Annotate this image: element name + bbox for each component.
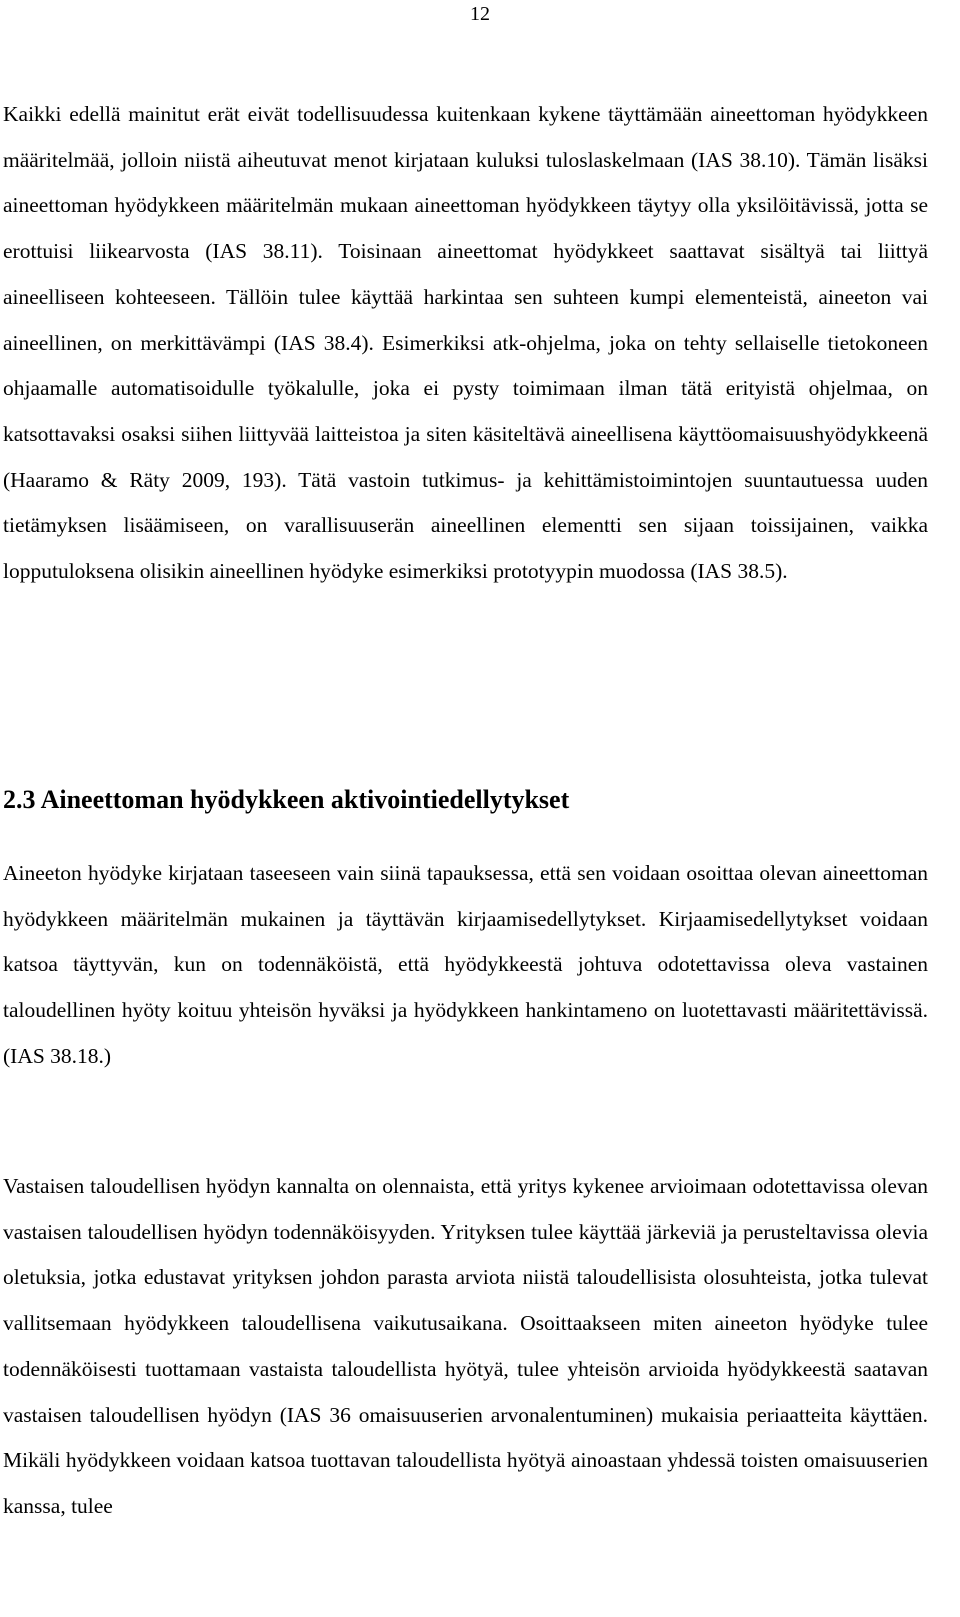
paragraph-recognition-criteria: Aineeton hyödyke kirjataan taseeseen vain siinä tapauksessa, että sen voidaan osoittaa olevan aineettoman hyödykkeen määritelmän mukainen ja täyttävän kirjaamisedellytykset. Kirjaamisedellytykset voidaan katsoa täyttyvän, kun on todennäköistä, että hyödykkeestä johtuva odotettavissa oleva vastainen taloudellinen hyöty koituu yhteisön hyväksi ja hyödykkeen hankintameno on luotettavasti määritettävissä. (IAS 38.18.) bbox=[3, 861, 928, 1068]
paragraph-future-economic-benefit: Vastaisen taloudellisen hyödyn kannalta on olennaista, että yritys kykenee arvioimaan odotettavissa olevan vastaisen taloudellisen hyödyn todennäköisyyden. Yrityksen tulee käyttää järkeviä ja perusteltavissa olevia oletuksia, jotka edustavat yrityksen johdon parasta arviota niistä taloudellisista olosuhteista, jotka tulevat vallitsemaan hyödykkeen taloudellisena vaikutusaikana. Osoittaakseen miten aineeton hyödyke tulee todennäköisesti tuottamaan vastaista taloudellista hyötyä, tulee yhteisön arvioida hyödykkeestä saatavan vastaisen taloudellisen hyödyn (IAS 36 omaisuuserien arvonalentuminen) mukaisia periaatteita käyttäen. Mikäli hyödykkeen voidaan katsoa tuottavan taloudellista hyötyä ainoastaan yhdessä toisten omaisuuserien kanssa, tulee bbox=[3, 1174, 928, 1518]
paragraph-intangible-definition: Kaikki edellä mainitut erät eivät todellisuudessa kuitenkaan kykene täyttämään aineettoman hyödykkeen määritelmää, jolloin niistä aiheutuvat menot kirjataan kuluksi tuloslaskelmaan (IAS 38.10). Tämän lisäksi aineettoman hyödykkeen määritelmän mukaan aineettoman hyödykkeen täytyy olla yksilöitävissä, jotta se erottuisi liikearvosta (IAS 38.11). Toisinaan aineettomat hyödykkeet saattavat sisältyä tai liittyä aineelliseen kohteeseen. Tällöin tulee käyttää harkintaa sen suhteen kumpi elementeistä, aineeton vai aineellinen, on merkittävämpi (IAS 38.4). Esimerkiksi atk-ohjelma, joka on tehty sellaiselle tietokoneen ohjaamalle automatisoidulle työkalulle, joka ei pysty toimimaan ilman tätä erityistä ohjelmaa, on katsottavaksi osaksi siihen liittyvää laitteistoa ja siten käsiteltävä aineellisena käyttöomaisuushyödykkeenä (Haaramo & Räty 2009, 193). Tätä vastoin tutkimus- ja kehittämistoimintojen suuntautuessa uuden tietämyksen lisäämiseen, on varallisuuserän aineellinen elementti sen sijaan toissijainen, vaikka lopputuloksena olisikin aineellinen hyödyke esimerkiksi prototyypin muodossa (IAS 38.5). bbox=[3, 102, 928, 584]
section-heading: 2.3 Aineettoman hyödykkeen aktivointiedellytykset bbox=[3, 785, 570, 814]
page-number: 12 bbox=[470, 3, 490, 25]
